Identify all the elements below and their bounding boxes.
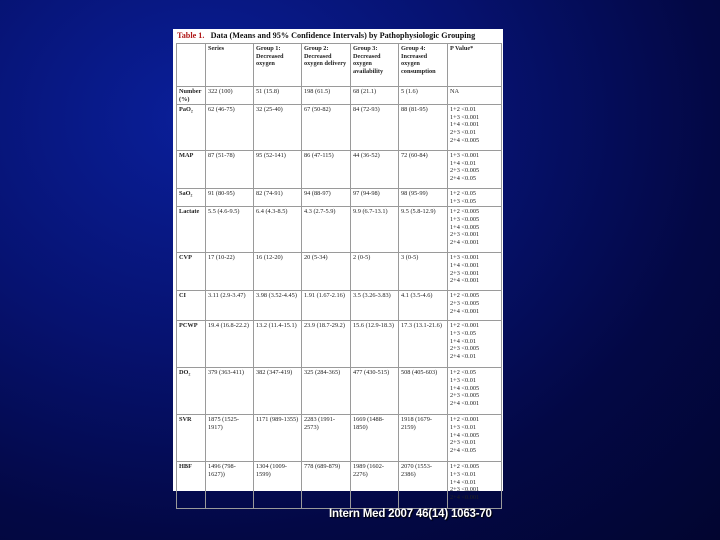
pvalue-line: 1+2 <0.05 <box>450 369 476 377</box>
cell-group3: 3.5 (3.26-3.83) <box>351 291 399 321</box>
cell-pvalue <box>448 462 502 509</box>
pvalue-line: 1+3 <0.01 <box>450 470 476 478</box>
pvalue-line: 2+3 <0.01 <box>450 128 476 136</box>
pvalue-line: 2+3 <0.005 <box>450 345 480 353</box>
cell-series: 1496 (798-1627)) <box>206 462 254 509</box>
table-row <box>177 291 502 321</box>
header-row <box>177 44 502 87</box>
header-group3: Group 3: Decreased oxygen availability <box>351 44 399 87</box>
row-label: Lactate <box>177 207 206 253</box>
pvalue-line: 2+3 <0.001 <box>450 231 480 239</box>
cell-group1: 82 (74-91) <box>254 189 302 207</box>
table-row <box>177 321 502 368</box>
table-row <box>177 189 502 207</box>
cell-group2: 1.91 (1.67-2.16) <box>302 291 351 321</box>
pvalue-line: 2+3 <0.005 <box>450 167 480 175</box>
pvalue-line: 1+2 <0.01 <box>450 106 476 114</box>
row-label: MAP <box>177 151 206 189</box>
cell-pvalue <box>448 207 502 253</box>
row-label: CI <box>177 291 206 321</box>
cell-series: 379 (363-411) <box>206 368 254 415</box>
cell-group3: 1669 (1488-1850) <box>351 415 399 462</box>
cell-pvalue <box>448 189 502 207</box>
row-label: HBF <box>177 462 206 509</box>
cell-group2: 23.9 (18.7-29.2) <box>302 321 351 368</box>
cell-group3: 15.6 (12.9-18.3) <box>351 321 399 368</box>
row-label: SaO₂ <box>177 189 206 207</box>
pvalue-line: 1+2 <0.001 <box>450 322 480 330</box>
cell-group3: 97 (94-98) <box>351 189 399 207</box>
pvalue-line: 1+2 <0.001 <box>450 416 480 424</box>
table-row <box>177 87 502 105</box>
table-body <box>177 87 502 509</box>
pvalue-line: 2+3 <0.01 <box>450 439 476 447</box>
pvalue-line: 1+2 <0.005 <box>450 463 480 471</box>
data-table-card <box>173 29 503 501</box>
pvalue-line: 2+4 <0.01 <box>450 352 476 360</box>
cell-pvalue <box>448 291 502 321</box>
pvalue-line: 2+4 <0.001 <box>450 493 480 501</box>
cell-group4: 508 (405-603) <box>399 368 448 415</box>
cell-group3: 84 (72-93) <box>351 105 399 151</box>
table-caption <box>173 29 503 42</box>
cell-group3: 44 (36-52) <box>351 151 399 189</box>
cell-group1: 13.2 (11.4-15.1) <box>254 321 302 368</box>
cell-pvalue <box>448 105 502 151</box>
cell-group3: 9.9 (6.7-13.1) <box>351 207 399 253</box>
pvalue-line: 2+4 <0.05 <box>450 446 476 454</box>
cell-group2: 198 (61.5) <box>302 87 351 105</box>
pvalue-line: 2+3 <0.001 <box>450 269 480 277</box>
cell-group3: 68 (21.1) <box>351 87 399 105</box>
pvalue-line: 2+4 <0.005 <box>450 136 480 144</box>
cell-group2: 778 (689-879) <box>302 462 351 509</box>
header-group2: Group 2: Decreased oxygen delivery <box>302 44 351 87</box>
cell-series: 91 (80-95) <box>206 189 254 207</box>
cell-group4: 17.3 (13.1-21.6) <box>399 321 448 368</box>
row-label: PCWP <box>177 321 206 368</box>
pvalue-line: 1+3 <0.001 <box>450 254 480 262</box>
cell-group4: 5 (1.6) <box>399 87 448 105</box>
pvalue-line: 1+3 <0.001 <box>450 152 480 160</box>
cell-group4: 3 (0-5) <box>399 253 448 291</box>
cell-group4: 98 (95-99) <box>399 189 448 207</box>
pvalue-line: 2+4 <0.001 <box>450 238 480 246</box>
row-label: DO₂ <box>177 368 206 415</box>
cell-group2: 20 (5-34) <box>302 253 351 291</box>
cell-series: 322 (100) <box>206 87 254 105</box>
table-row <box>177 105 502 151</box>
table-title: Data (Means and 95% Confidence Intervals) by Pathophysiologic Grouping <box>210 31 476 40</box>
cell-group1: 95 (52-141) <box>254 151 302 189</box>
cell-group3: 1989 (1602-2276) <box>351 462 399 509</box>
cell-pvalue <box>448 415 502 462</box>
cell-series: 19.4 (16.8-22.2) <box>206 321 254 368</box>
cell-group2: 67 (50-82) <box>302 105 351 151</box>
pvalue-line: 1+4 <0.001 <box>450 261 480 269</box>
pvalue-line: 1+4 <0.005 <box>450 431 480 439</box>
cell-series: 17 (10-22) <box>206 253 254 291</box>
pvalue-line: 1+4 <0.005 <box>450 223 480 231</box>
pvalue-line: 1+3 <0.05 <box>450 329 476 337</box>
table-row <box>177 253 502 291</box>
cell-group4: 88 (81-95) <box>399 105 448 151</box>
cell-group4: 72 (60-84) <box>399 151 448 189</box>
cell-group3: 477 (430-515) <box>351 368 399 415</box>
pvalue-line: 1+2 <0.005 <box>450 208 480 216</box>
cell-group1: 382 (347-419) <box>254 368 302 415</box>
cell-group2: 4.3 (2.7-5.9) <box>302 207 351 253</box>
header-group4: Group 4: Increased oxygen consumption <box>399 44 448 87</box>
cell-group1: 1304 (1009-1599) <box>254 462 302 509</box>
cell-group3: 2 (0-5) <box>351 253 399 291</box>
cell-group4: 1918 (1679-2159) <box>399 415 448 462</box>
pvalue-line: 2+3 <0.005 <box>450 299 480 307</box>
row-label: SVR <box>177 415 206 462</box>
cell-pvalue <box>448 151 502 189</box>
header-blank <box>177 44 206 87</box>
cell-pvalue <box>448 368 502 415</box>
pvalue-line: 1+4 <0.001 <box>450 121 480 129</box>
cell-group4: 4.1 (3.5-4.6) <box>399 291 448 321</box>
pvalue-line: 2+4 <0.001 <box>450 307 480 315</box>
pvalue-line: 1+3 <0.01 <box>450 376 476 384</box>
pvalue-line: 1+2 <0.005 <box>450 292 480 300</box>
cell-group1: 51 (15.8) <box>254 87 302 105</box>
cell-group1: 1171 (989-1355) <box>254 415 302 462</box>
pvalue-line: 1+3 <0.01 <box>450 423 476 431</box>
table-row <box>177 207 502 253</box>
cell-group1: 32 (25-40) <box>254 105 302 151</box>
cell-pvalue <box>448 87 502 105</box>
citation: Intern Med 2007 46(14) 1063-70 <box>329 508 492 520</box>
pvalue-line: 2+4 <0.05 <box>450 174 476 182</box>
data-table <box>176 43 502 509</box>
cell-group1: 16 (12-20) <box>254 253 302 291</box>
header-series: Series <box>206 44 254 87</box>
table-row <box>177 415 502 462</box>
pvalue-line: 2+3 <0.001 <box>450 486 480 494</box>
pvalue-line: NA <box>450 88 460 95</box>
pvalue-line: 2+4 <0.001 <box>450 399 480 407</box>
pvalue-line: 2+3 <0.005 <box>450 392 480 400</box>
cell-group2: 2283 (1991-2573) <box>302 415 351 462</box>
table-row <box>177 151 502 189</box>
cell-group4: 2070 (1553-2386) <box>399 462 448 509</box>
cell-group1: 3.98 (3.52-4.45) <box>254 291 302 321</box>
row-label: CVP <box>177 253 206 291</box>
pvalue-line: 1+4 <0.005 <box>450 384 480 392</box>
cell-series: 3.11 (2.9-3.47) <box>206 291 254 321</box>
header-group1: Group 1: Decreased oxygen <box>254 44 302 87</box>
cell-series: 62 (46-75) <box>206 105 254 151</box>
pvalue-line: 1+2 <0.05 <box>450 190 476 198</box>
cell-group2: 86 (47-115) <box>302 151 351 189</box>
cell-pvalue <box>448 321 502 368</box>
pvalue-line: 1+4 <0.01 <box>450 478 476 486</box>
cell-group2: 325 (284-365) <box>302 368 351 415</box>
table-number: Table 1. <box>177 31 205 40</box>
row-label: PaO₂ <box>177 105 206 151</box>
cell-group4: 9.5 (5.8-12.9) <box>399 207 448 253</box>
pvalue-line: 2+4 <0.001 <box>450 277 480 285</box>
row-label: Number (%) <box>177 87 206 105</box>
cell-group1: 6.4 (4.3-8.5) <box>254 207 302 253</box>
table-row <box>177 462 502 509</box>
pvalue-line: 1+3 <0.001 <box>450 113 480 121</box>
pvalue-line: 1+4 <0.01 <box>450 337 476 345</box>
header-pvalue: P Value* <box>448 44 502 87</box>
cell-series: 87 (51-78) <box>206 151 254 189</box>
cell-series: 5.5 (4.6-9.5) <box>206 207 254 253</box>
cell-series: 1875 (1525-1917) <box>206 415 254 462</box>
table-row <box>177 368 502 415</box>
pvalue-line: 1+3 <0.05 <box>450 197 476 205</box>
cell-group2: 94 (88-97) <box>302 189 351 207</box>
pvalue-line: 1+4 <0.01 <box>450 159 476 167</box>
pvalue-line: 1+3 <0.005 <box>450 215 480 223</box>
cell-pvalue <box>448 253 502 291</box>
